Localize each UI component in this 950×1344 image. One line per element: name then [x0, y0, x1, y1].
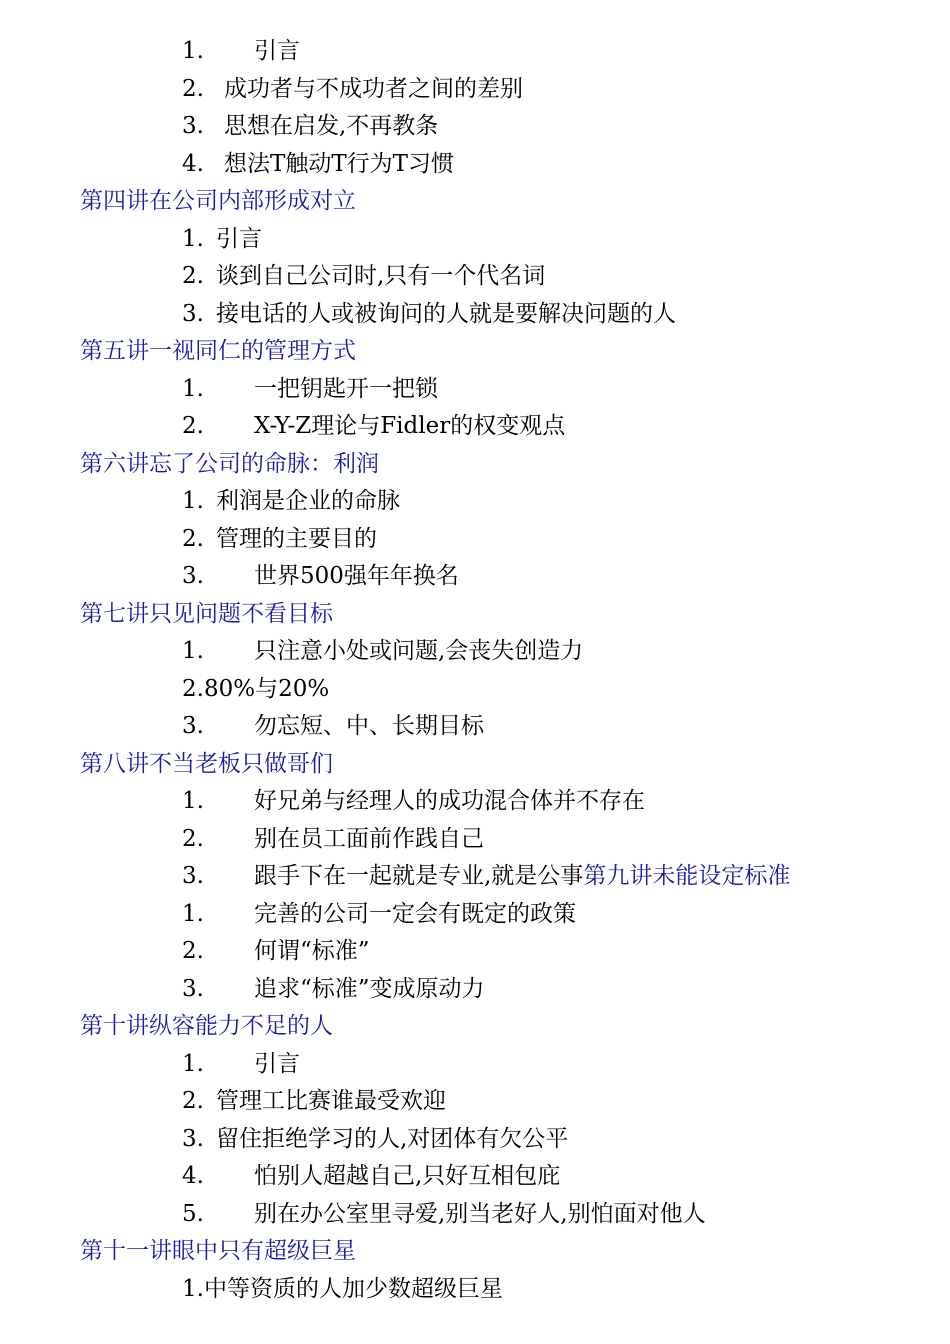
list-item: [0, 971, 950, 1009]
list-item: [0, 408, 950, 446]
list-item-text: 管理工比赛谁最受欢迎: [216, 1088, 446, 1114]
list-item-text: 勿忘短、中、长期目标: [254, 713, 484, 739]
list-item: [0, 1121, 950, 1159]
list-item: [0, 821, 950, 859]
list-item-text: 80%与20%: [203, 675, 330, 702]
list-item-number: 1.: [182, 1050, 204, 1077]
list-item-number: 2.: [182, 75, 204, 102]
list-item-text: 好兄弟与经理人的成功混合体并不存在: [254, 788, 645, 814]
list-item: [0, 671, 950, 709]
list-item-text: 接电话的人或被询问的人就是要解决问题的人: [216, 300, 676, 327]
list-item-number: 4.: [182, 1163, 204, 1189]
list-item: [0, 708, 950, 746]
list-item: [0, 558, 950, 596]
list-item-text: 世界500强年年换名: [254, 563, 459, 589]
list-item-number: 2.: [182, 263, 204, 289]
list-item-text: 想法T触动T行为T习惯: [224, 150, 455, 177]
section-heading: 第十讲纵容能力不足的人: [80, 1013, 333, 1039]
list-item-text: 留住拒绝学习的人,对团体有欠公平: [216, 1125, 569, 1152]
list-item-text: 成功者与不成功者之间的差别: [224, 75, 523, 102]
list-item-number: 4.: [182, 150, 204, 177]
list-item-number: 1.: [182, 788, 204, 814]
section-heading: 第六讲忘了公司的命脉：利润: [80, 450, 379, 477]
list-item-text: 别在办公室里寻爱,别当老好人,别怕面对他人: [254, 1200, 706, 1227]
list-item-text: 利润是企业的命脉: [216, 488, 400, 514]
list-item-number: 3.: [182, 113, 204, 139]
list-item-text: 引言: [254, 38, 300, 64]
list-item-text: 怕别人超越自己,只好互相包庇: [254, 1163, 561, 1189]
list-item-text: 引言: [216, 225, 262, 252]
list-item: [0, 296, 950, 334]
list-item-number: 5.: [182, 1200, 204, 1227]
section-heading: 第四讲在公司内部形成对立: [80, 188, 356, 214]
list-item: [0, 1046, 950, 1084]
list-item-number: 3.: [182, 563, 204, 589]
list-item: [0, 1158, 950, 1196]
list-item-number: 1.: [182, 225, 204, 252]
list-item-number: 3.: [182, 713, 204, 739]
section-heading: 第十一讲眼中只有超级巨星: [80, 1238, 356, 1264]
list-item-text: 一把钥匙开一把锁: [254, 375, 438, 402]
list-item-number: 1.: [182, 1275, 204, 1302]
list-item: [0, 858, 950, 896]
list-item: [0, 221, 950, 259]
list-item-text: 完善的公司一定会有既定的政策: [254, 900, 576, 927]
list-item-text: 只注意小处或问题,会丧失创造力: [254, 638, 584, 664]
list-item: [0, 71, 950, 109]
list-item-number: 3.: [182, 975, 204, 1002]
list-item-number: 2.: [182, 1088, 204, 1114]
list-item-number: 1.: [182, 375, 204, 402]
list-item-text: 追求“标准”变成原动力: [254, 975, 485, 1002]
list-item-number: 1.: [182, 38, 204, 64]
list-item: [0, 521, 950, 559]
list-item: [0, 146, 950, 184]
list-item-text: 思想在启发,不再教条: [224, 113, 439, 139]
list-item: [0, 33, 950, 71]
list-item-number: 3.: [182, 300, 204, 327]
list-item: [0, 896, 950, 934]
list-item: [0, 1083, 950, 1121]
list-item: [0, 371, 950, 409]
list-item-text: X-Y-Z理论与Fidler的权变观点: [254, 413, 566, 439]
list-item-text: 谈到自己公司时,只有一个代名词: [216, 263, 546, 289]
list-item: [0, 108, 950, 146]
list-item-number: 3.: [182, 863, 204, 889]
list-item: [0, 1271, 950, 1309]
list-item-number: 2.: [182, 525, 204, 552]
list-item-number: 1.: [182, 488, 204, 514]
section-heading: 第八讲不当老板只做哥们: [80, 750, 333, 777]
section-heading: 第五讲一视同仁的管理方式: [80, 338, 356, 364]
list-item-text: 引言: [254, 1050, 300, 1077]
list-item-text: 跟手下在一起就是专业,就是公事: [254, 863, 584, 889]
list-item: [0, 633, 950, 671]
list-item: [0, 933, 950, 971]
list-item-number: 1.: [182, 638, 204, 664]
list-item-number: 2.: [182, 938, 204, 964]
list-item: [0, 483, 950, 521]
list-item-text: 何谓“标准”: [254, 938, 370, 964]
list-item-text: 别在员工面前作践自己: [254, 825, 484, 852]
list-item-number: 1.: [182, 900, 204, 927]
list-item: [0, 783, 950, 821]
list-item: [0, 1196, 950, 1234]
list-item-text: 中等资质的人加少数超级巨星: [203, 1275, 503, 1302]
list-item-number: 2.: [182, 825, 204, 852]
list-item-number: 3.: [182, 1125, 204, 1152]
list-item-number: 2.: [182, 413, 204, 439]
list-item-number: 2.: [182, 675, 204, 702]
list-item-text: 管理的主要目的: [216, 525, 377, 552]
section-heading: 第七讲只见问题不看目标: [80, 600, 333, 627]
section-heading-inline: 第九讲未能设定标准: [583, 863, 791, 889]
list-item: [0, 258, 950, 296]
document-outline: [0, 33, 950, 1308]
